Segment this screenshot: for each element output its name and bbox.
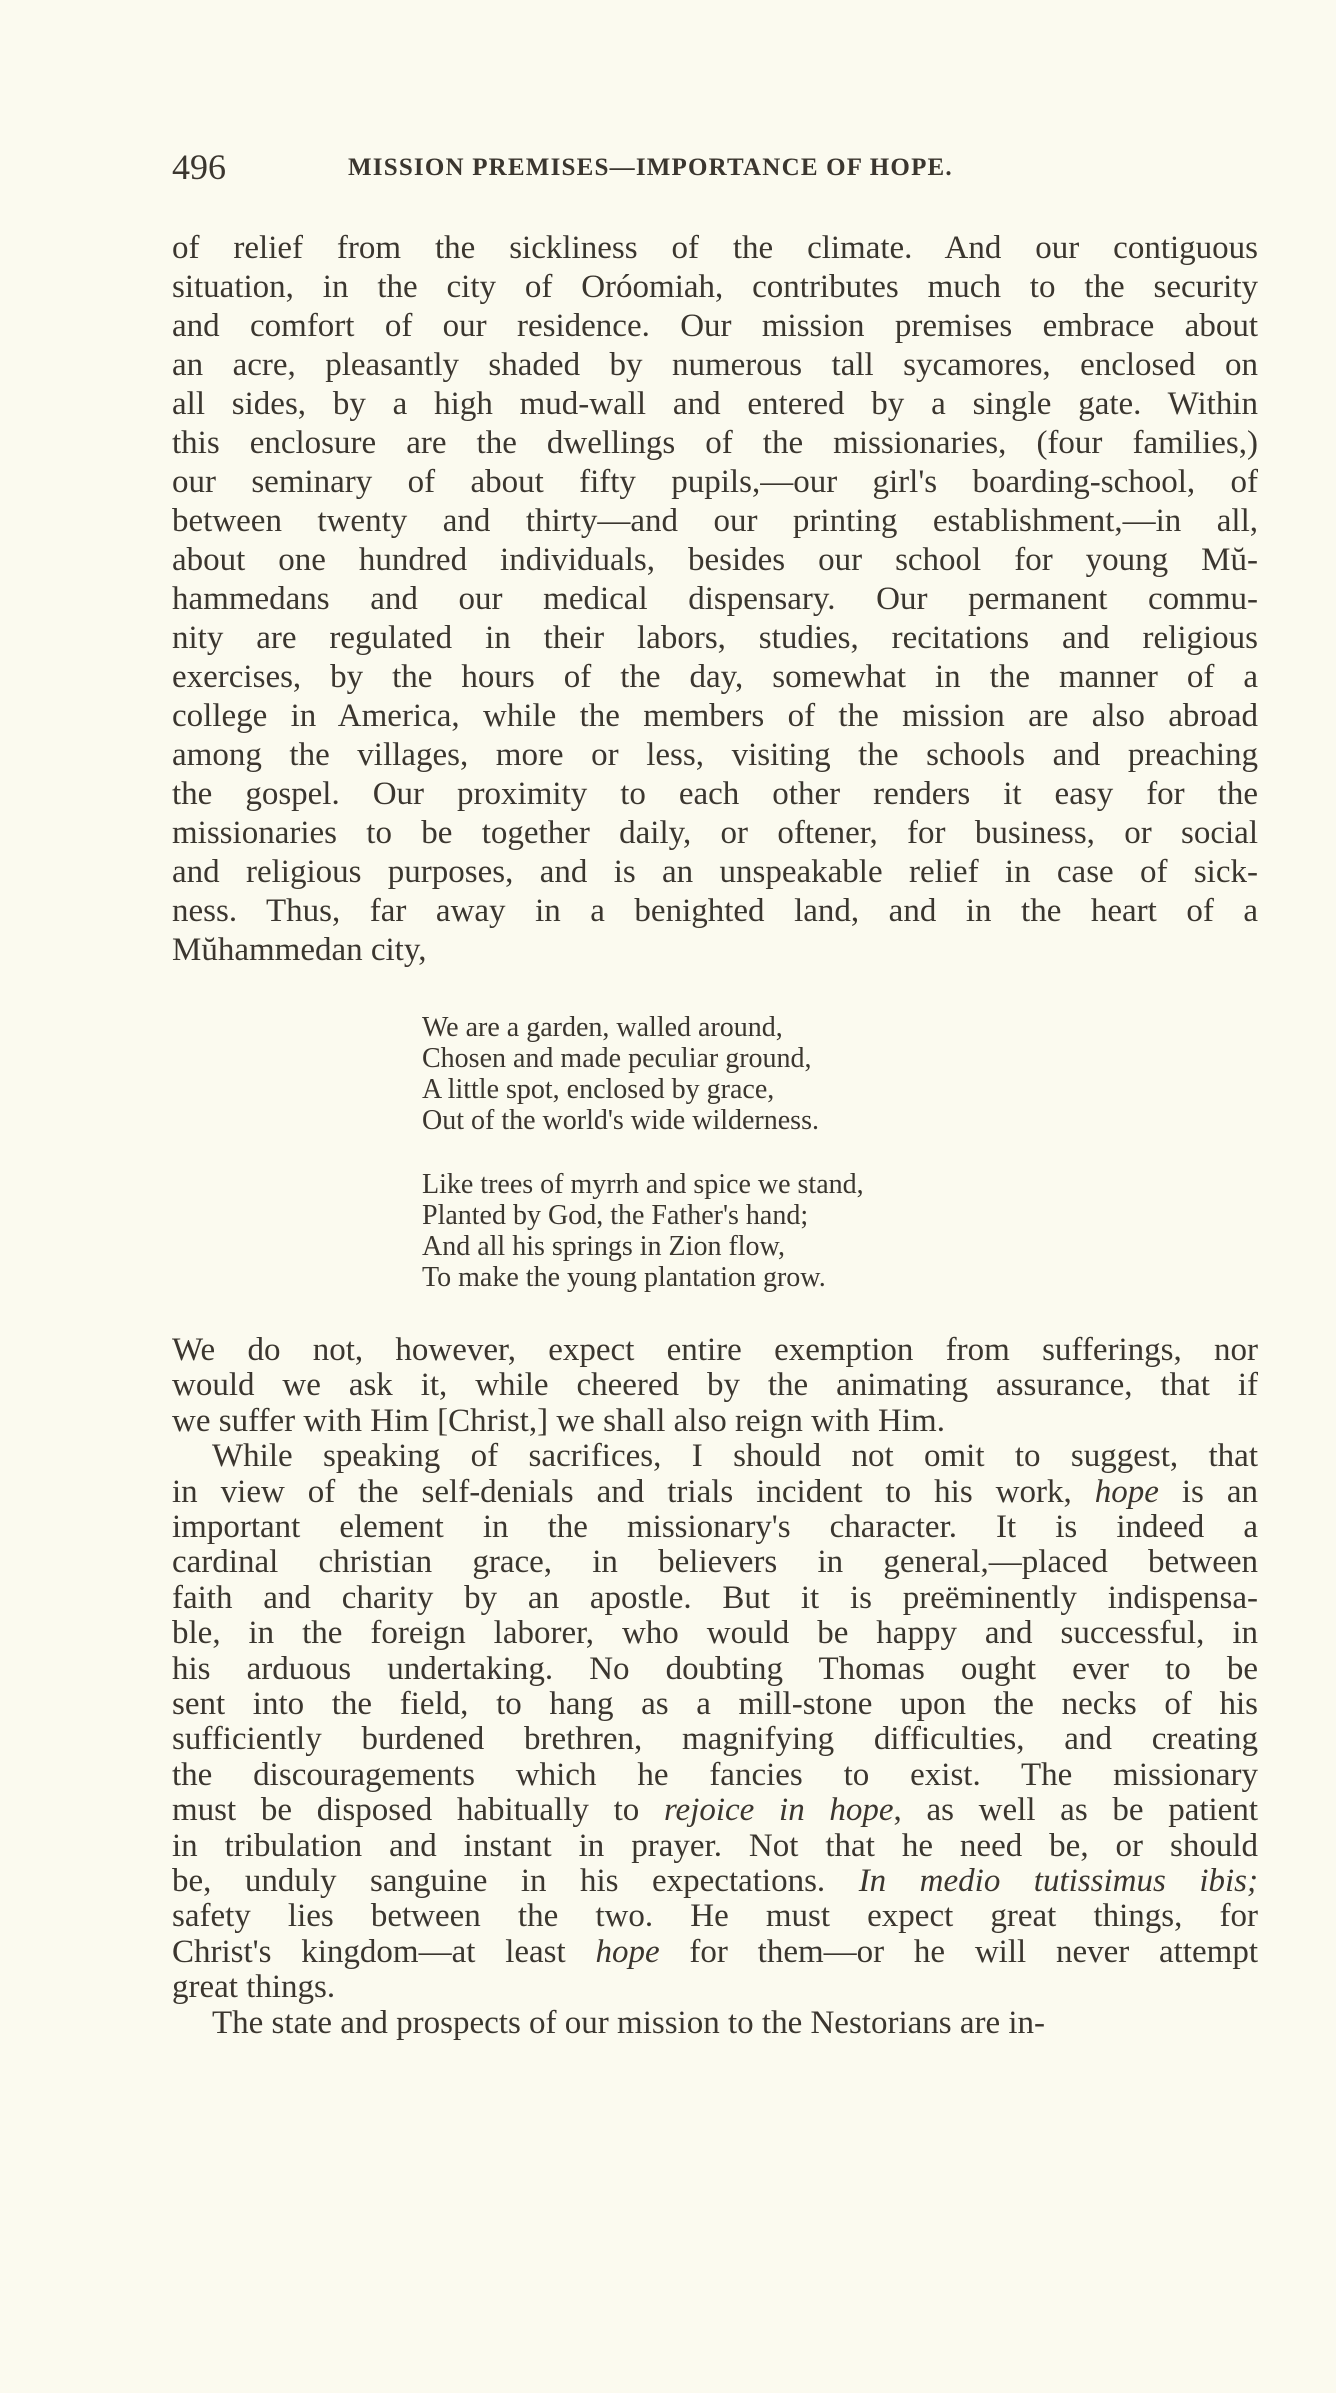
text-line: We do not, however, expect entire exemption from sufferings, nor — [172, 1332, 1258, 1368]
text-line: hammedans and our medical dispensary. Our permanent commu- — [172, 581, 1258, 617]
poem-line: Chosen and made peculiar ground, — [422, 1043, 812, 1074]
poem-line: To make the young plantation grow. — [422, 1262, 826, 1293]
text-line: this enclosure are the dwellings of the missionaries, (four families,) — [172, 425, 1258, 461]
text-line: The state and prospects of our mission to the Nestorians are in- — [212, 2004, 1046, 2041]
text-line — [172, 1861, 1258, 1901]
poem-line: Planted by God, the Father's hand; — [422, 1200, 809, 1231]
text-line: ness. Thus, far away in a benighted land, and in the heart of a — [172, 893, 1258, 929]
italic-text: hope — [595, 1933, 660, 1970]
text-line: great things. — [172, 1969, 336, 2006]
poem-line: Out of the world's wide wilderness. — [422, 1105, 819, 1136]
text-run: is an — [1158, 1473, 1258, 1510]
text-line: an acre, pleasantly shaded by numerous tall sycamores, enclosed on — [172, 347, 1258, 383]
text-run: , as well as be patient — [893, 1792, 1259, 1829]
text-line: sufficiently burdened brethren, magnifying difficulties, and creating — [172, 1721, 1258, 1758]
text-line: nity are regulated in their labors, studies, recitations and religious — [172, 620, 1258, 656]
text-line: sent into the field, to hang as a mill-stone upon the necks of his — [172, 1686, 1258, 1722]
poem-line: And all his springs in Zion flow, — [422, 1231, 785, 1262]
text-line — [172, 1472, 1258, 1512]
text-line: faith and charity by an apostle. But it is preëminently indispensa- — [172, 1579, 1258, 1616]
page-number: 496 — [172, 147, 226, 187]
running-title: MISSION PREMISES—IMPORTANCE OF HOPE. — [348, 154, 953, 181]
text-line: safety lies between the two. He must expect great things, for — [172, 1898, 1258, 1935]
text-line: in tribulation and instant in prayer. Not that he need be, or should — [172, 1827, 1258, 1864]
poem-line: Like trees of myrrh and spice we stand, — [422, 1169, 864, 1200]
poem-line: We are a garden, walled around, — [422, 1012, 783, 1043]
text-line: Mŭhammedan city, — [172, 932, 427, 968]
text-line: and religious purposes, and is an unspeakable relief in case of sick- — [172, 854, 1258, 890]
text-line: our seminary of about fifty pupils,—our girl's boarding-school, of — [172, 464, 1258, 500]
text-line — [172, 1932, 1258, 1972]
text-line: between twenty and thirty—and our printing establishment,—in all, — [172, 503, 1258, 539]
italic-text: rejoice in hope — [663, 1792, 894, 1829]
text-line: and comfort of our residence. Our mission premises embrace about — [172, 308, 1258, 344]
text-line: the gospel. Our proximity to each other renders it easy for the — [172, 776, 1258, 812]
italic-text: hope — [1094, 1473, 1159, 1510]
text-run: Christ's kingdom—at least — [172, 1933, 596, 1970]
text-line: While speaking of sacrifices, I should not omit to suggest, that — [212, 1438, 1258, 1475]
text-line: college in America, while the members of the mission are also abroad — [172, 698, 1258, 734]
text-run: be, unduly sanguine in his expectations. — [172, 1863, 859, 1899]
text-run: in view of the self-denials and trials incident to his work, — [172, 1473, 1095, 1510]
text-line: situation, in the city of Oróomiah, contributes much to the security — [172, 269, 1258, 305]
text-line: important element in the missionary's character. It is indeed a — [172, 1509, 1258, 1545]
text-line: missionaries to be together daily, or oftener, for business, or social — [172, 815, 1258, 851]
italic-text: In medio tutissimus ibis; — [858, 1863, 1258, 1899]
text-line — [172, 1790, 1258, 1830]
text-line: cardinal christian grace, in believers in general,—placed between — [172, 1544, 1258, 1581]
text-line: exercises, by the hours of the day, somewhat in the manner of a — [172, 659, 1258, 695]
text-line: of relief from the sickliness of the climate. And our contiguous — [172, 230, 1258, 266]
text-line: his arduous undertaking. No doubting Thomas ought ever to be — [172, 1650, 1258, 1687]
text-run: for them—or he will never attempt — [659, 1933, 1259, 1970]
text-run: must be disposed habitually to — [172, 1792, 664, 1829]
text-line: all sides, by a high mud-wall and entered by a single gate. Within — [172, 386, 1258, 422]
text-line: we suffer with Him [Christ,] we shall also reign with Him. — [172, 1402, 945, 1439]
text-line: would we ask it, while cheered by the animating assurance, that if — [172, 1367, 1258, 1404]
text-line: ble, in the foreign laborer, who would be happy and successful, in — [172, 1615, 1258, 1652]
text-line: about one hundred individuals, besides our school for young Mŭ- — [172, 542, 1258, 578]
text-line: among the villages, more or less, visiting the schools and preaching — [172, 737, 1258, 773]
text-line: the discouragements which he fancies to exist. The missionary — [172, 1756, 1258, 1793]
poem-line: A little spot, enclosed by grace, — [422, 1074, 775, 1105]
